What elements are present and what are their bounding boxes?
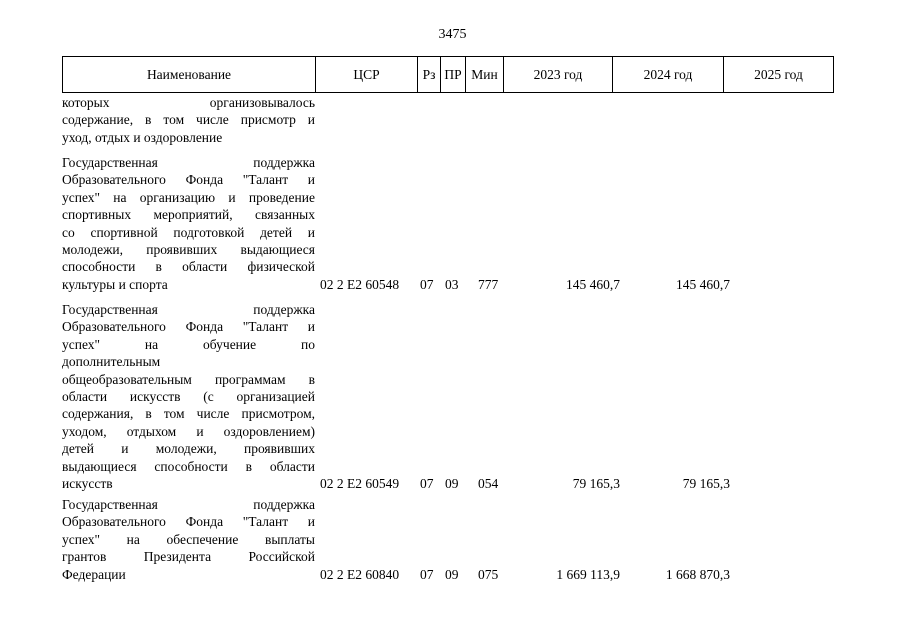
row-2024-value: 1 668 870,3: [665, 566, 730, 582]
row-name-line: общеобразовательным программам в: [62, 371, 315, 387]
row-2024-value: 145 460,7: [676, 276, 730, 292]
row-pr: 09: [445, 566, 459, 582]
row-name-line: содержание, в том числе присмотр и: [62, 112, 315, 128]
row-min: 777: [478, 276, 499, 292]
column-header-min: Мин: [466, 57, 504, 93]
row-name-line: области искусств (с организацией: [62, 389, 315, 405]
row-name-line: Государственная поддержка: [62, 497, 315, 512]
row-2024-value: 79 165,3: [682, 476, 730, 491]
row-name-line: успех" на обучение по: [62, 336, 315, 352]
row-name-line: успех" на организацию и проведение: [62, 189, 315, 205]
row-name-line: содержания, в том числе присмотром,: [62, 406, 315, 422]
column-header-pr: ПР: [441, 57, 466, 93]
row-name-line: искусств: [62, 476, 113, 492]
row-name: [62, 301, 315, 492]
row-name-line: способности в области физической: [62, 259, 315, 275]
row-name-line: Образовательного Фонда "Талант и: [62, 172, 315, 188]
row-name-line: Государственная поддержка: [62, 302, 315, 317]
row-name-line: спортивных мероприятий, связанных: [62, 207, 315, 223]
row-name-line: успех" на обеспечение выплаты: [62, 531, 315, 547]
row-name-line: Образовательного Фонда "Талант и: [62, 514, 315, 530]
column-header-rz: Рз: [418, 57, 441, 93]
row-name-line: грантов Президента Российской: [62, 549, 315, 565]
row-rz: 07: [420, 566, 434, 582]
row-csr: 02 2 E2 60549: [320, 476, 400, 491]
row-name: [62, 496, 315, 583]
column-header-2025: 2025 год: [724, 57, 834, 93]
row-name-line: которых организовывалось: [62, 95, 315, 110]
column-header-2023: 2023 год: [504, 57, 613, 93]
row-name-line: дополнительным: [62, 354, 161, 370]
row-2023-value: 1 669 113,9: [556, 566, 620, 582]
row-csr: 02 2 E2 60840: [320, 566, 400, 582]
row-name: [62, 154, 315, 293]
row-2023-value: 79 165,3: [572, 476, 620, 491]
column-header-2024: 2024 год: [613, 57, 724, 93]
column-header-csr: ЦСР: [316, 57, 418, 93]
row-name-line: Государственная поддержка: [62, 155, 315, 170]
row-pr: 03: [445, 276, 459, 292]
row-name-line: культуры и спорта: [62, 276, 168, 292]
column-header-name: Наименование: [63, 57, 316, 93]
row-name-line: Федерации: [62, 566, 126, 582]
row-2023-value: 145 460,7: [566, 276, 620, 292]
row-name-line: уходом, отдыхом и оздоровлением): [62, 423, 315, 439]
row-name-line: Образовательного Фонда "Талант и: [62, 319, 315, 335]
row-pr: 09: [445, 476, 459, 491]
row-rz: 07: [420, 276, 434, 292]
row-name: [62, 94, 315, 146]
row-csr: 02 2 E2 60548: [320, 276, 400, 292]
row-name-line: молодежи, проявивших выдающиеся: [62, 242, 315, 258]
page-number: 3475: [438, 27, 467, 42]
row-name-line: со спортивной подготовкой детей и: [62, 224, 315, 240]
row-name-line: детей и молодежи, проявивших: [62, 441, 315, 457]
row-min: 075: [478, 566, 499, 582]
row-name-line: выдающиеся способности в области: [62, 458, 315, 474]
row-min: 054: [478, 476, 499, 491]
table-header: [62, 56, 834, 93]
row-rz: 07: [420, 476, 434, 491]
row-name-line: уход, отдых и оздоровление: [62, 129, 223, 145]
